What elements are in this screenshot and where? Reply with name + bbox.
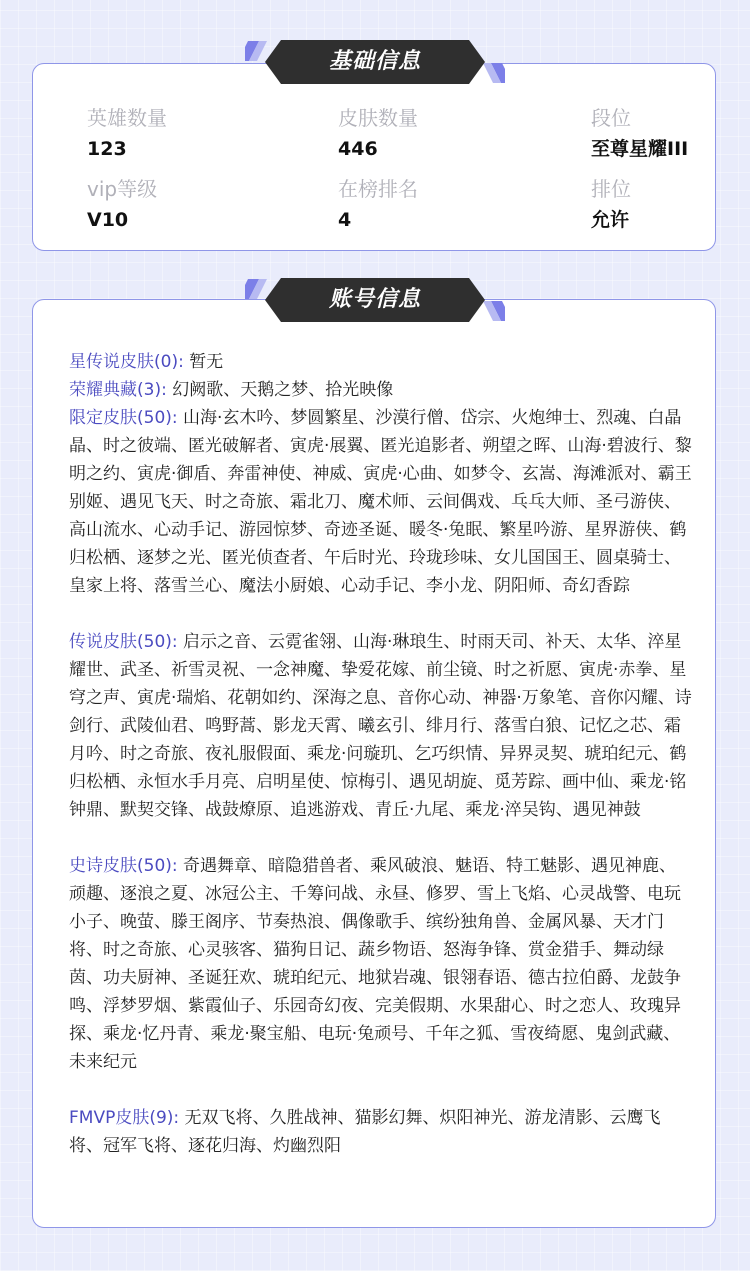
info-leaderboard-rank — [338, 175, 538, 235]
info-value: 至尊星耀III — [591, 138, 689, 160]
info-value: 123 — [87, 138, 127, 160]
section-spacer — [69, 824, 693, 852]
category-label: FMVP皮肤(9): — [69, 1108, 180, 1128]
basic-info-title: 基础信息 — [328, 49, 421, 74]
info-hero-count — [87, 104, 287, 164]
category-label: 星传说皮肤(0): — [69, 352, 184, 372]
section-spacer — [69, 600, 693, 628]
section-limited-skins — [69, 404, 693, 600]
section-star-legend — [69, 348, 693, 376]
section-epic-skins — [69, 852, 693, 1076]
category-label: 限定皮肤(50): — [69, 408, 178, 428]
info-value: 446 — [338, 138, 378, 160]
category-label: 史诗皮肤(50): — [69, 856, 178, 876]
info-label: 段位 — [591, 106, 631, 130]
category-content: 幻阙歌、天鹅之梦、拾光映像 — [172, 380, 394, 400]
section-legend-skins — [69, 628, 693, 824]
info-value: V10 — [87, 209, 129, 231]
info-label: 英雄数量 — [87, 106, 167, 130]
info-value: 允许 — [591, 209, 630, 231]
category-content: 奇遇舞章、暗隐猎兽者、乘风破浪、魅语、特工魅影、遇见神鹿、顽趣、逐浪之夏、冰冠公主、千筹问战、永昼、修罗、雪上飞焰、心灵战警、电玩小子、晚萤、滕王阁序、节奏热浪、偶像歌手、缤纷独角兽、金属风暴、天才门将、时之奇旅、心灵骇客、猫狗日记、蔬乡物语、怒海争锋、赏金猎手、舞动绿茵、功夫厨神、圣诞狂欢、琥珀纪元、地狱岩魂、银翎春语、德古拉伯爵、龙鼓争鸣、浮梦罗烟、紫霞仙子、乐园奇幻夜、完美假期、水果甜心、时之恋人、玫瑰异探、乘龙·忆丹青、乘龙·聚宝船、电玩·兔顽号、千年之狐、雪夜绮愿、鬼剑武藏、未来纪元 — [69, 856, 681, 1072]
info-label: 皮肤数量 — [338, 106, 418, 130]
info-vip-level — [87, 175, 287, 235]
basic-info-title-badge — [245, 39, 505, 85]
category-content: 启示之音、云霓雀翎、山海·琳琅生、时雨天司、补天、太华、淬星耀世、武圣、祈雪灵祝、一念神魔、挚爱花嫁、前尘镜、时之祈愿、寅虎·赤拳、星穹之声、寅虎·瑞焰、花朝如约、深海之息、音你心动、神器·万象笔、音你闪耀、诗剑行、武陵仙君、鸣野蒿、影龙天霄、曦玄引、绯月行、落雪白狼、记忆之芯、霜月吟、时之奇旅、夜礼服假面、乘龙·问璇玑、乞巧织情、异界灵契、琥珀纪元、鹤归松栖、永恒水手月亮、启明星使、惊梅引、遇见胡旋、觅芳踪、画中仙、乘龙·铭钟鼎、默契交锋、战鼓燎原、追逃游戏、青丘·九尾、乘龙·淬吴钩、遇见神鼓 — [69, 632, 692, 820]
info-label: 排位 — [591, 177, 631, 201]
account-info-title: 账号信息 — [328, 287, 421, 312]
info-ranked-allowed — [591, 175, 750, 235]
category-content: 山海·玄木吟、梦圆繁星、沙漠行僧、岱宗、火炮绅士、烈魂、白晶晶、时之彼端、匿光破解者、寅虎·展翼、匿光追影者、朔望之晖、山海·碧波行、黎明之约、寅虎·御盾、奔雷神使、神威、寅虎·心曲、如梦令、玄嵩、海滩派对、霸王别姬、遇见飞天、时之奇旅、霜北刀、魔术师、云间偶戏、乓乓大师、圣弓游侠、高山流水、心动手记、游园惊梦、奇迹圣诞、暖冬·兔眠、繁星吟游、星界游侠、鹤归松栖、逐梦之光、匿光侦查者、午后时光、玲珑珍味、女儿国国王、圆桌骑士、皇家上将、落雪兰心、魔法小厨娘、心动手记、李小龙、阴阳师、奇幻香踪 — [69, 408, 692, 596]
info-label: 在榜排名 — [338, 177, 418, 201]
account-info-card — [32, 299, 716, 1228]
section-fmvp-skins — [69, 1104, 693, 1160]
category-content: 无双飞将、久胜战神、猫影幻舞、炽阳神光、游龙清影、云鹰飞将、冠军飞将、逐花归海、灼幽烈阳 — [69, 1108, 661, 1156]
section-glory-collection — [69, 376, 693, 404]
category-label: 传说皮肤(50): — [69, 632, 178, 652]
info-skin-count — [338, 104, 538, 164]
info-label: vip等级 — [87, 177, 158, 201]
category-content: 暂无 — [189, 352, 224, 372]
category-label: 荣耀典藏(3): — [69, 380, 167, 400]
section-spacer — [69, 1076, 693, 1104]
info-rank-tier — [591, 104, 750, 164]
account-info-body — [69, 348, 693, 1160]
info-value: 4 — [338, 209, 352, 231]
basic-info-card — [32, 63, 716, 251]
account-info-title-badge — [245, 277, 505, 323]
